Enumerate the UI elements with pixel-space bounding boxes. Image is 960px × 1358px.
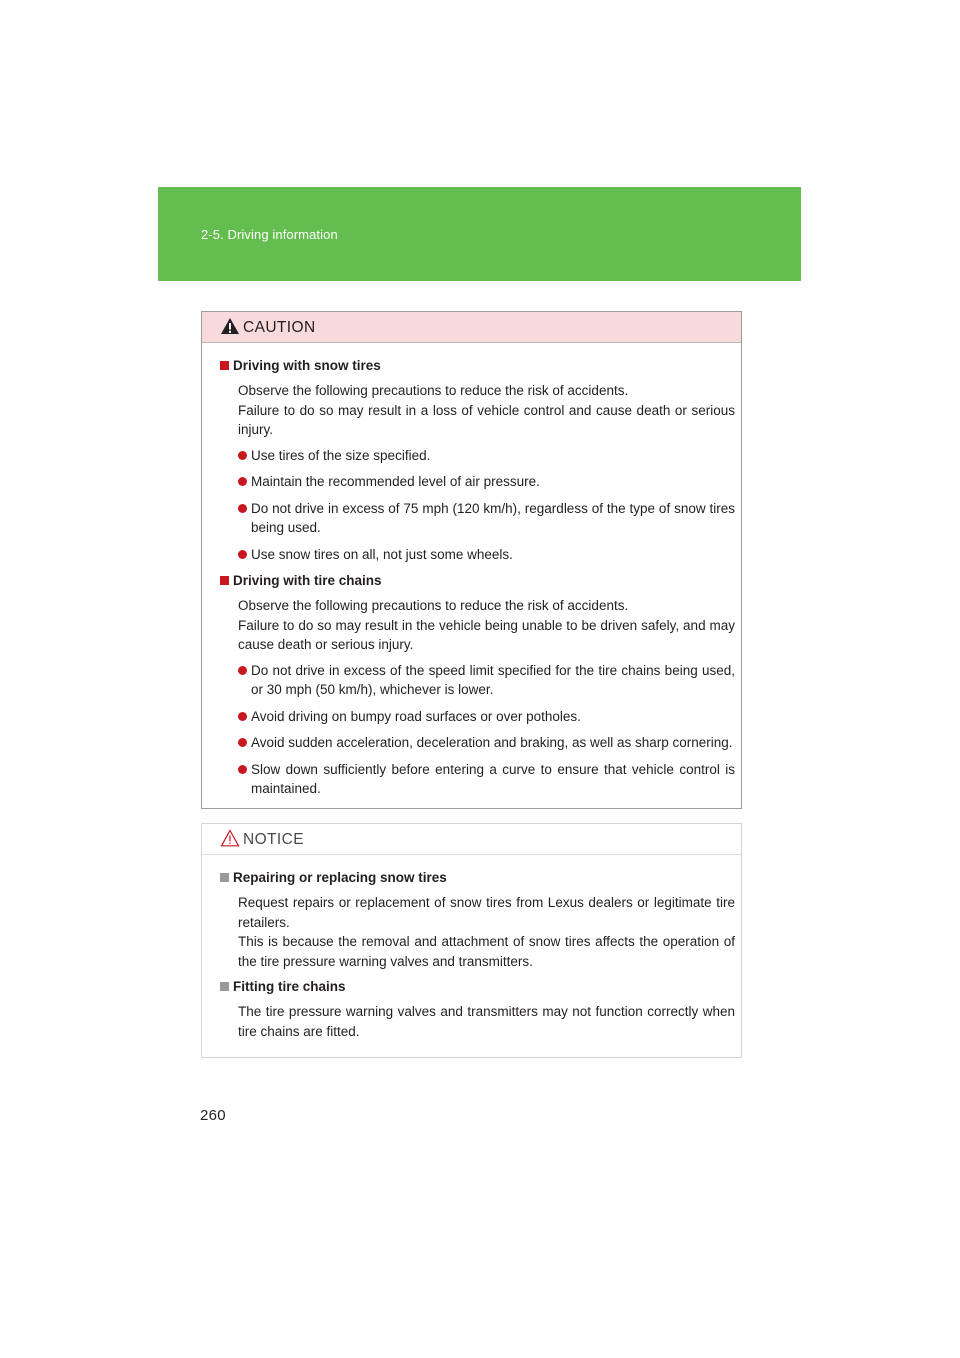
paragraph: The tire pressure warning valves and transmitters may not function correctly when tire chains are fitted.: [238, 1004, 735, 1039]
section-heading: [220, 356, 735, 375]
caution-box: [201, 311, 742, 809]
caution-header: [202, 312, 741, 343]
round-bullet-icon: [238, 550, 247, 559]
round-bullet-icon: [238, 451, 247, 460]
section-heading: [220, 868, 735, 887]
round-bullet-icon: [238, 738, 247, 747]
square-bullet-icon: [220, 982, 229, 991]
notice-header: [202, 824, 741, 855]
list-item: Do not drive in excess of the speed limit specified for the tire chains being used, or 30 mph (50 km/h), whichever is lower.: [220, 661, 735, 700]
list-item: Avoid sudden acceleration, deceleration and braking, as well as sharp cornering.: [220, 733, 735, 753]
round-bullet-icon: [238, 666, 247, 675]
heading-text: Repairing or replacing snow tires: [233, 870, 447, 885]
round-bullet-icon: [238, 477, 247, 486]
list-item: Avoid driving on bumpy road surfaces or over potholes.: [220, 707, 735, 727]
section-header-band: [158, 187, 801, 281]
caution-label: CAUTION: [243, 319, 316, 336]
paragraph: Failure to do so may result in the vehicle being unable to be driven safely, and may cause death or serious injury.: [238, 617, 735, 652]
paragraph: Observe the following precautions to reduce the risk of accidents.: [238, 598, 629, 613]
paragraph: Request repairs or replacement of snow tires from Lexus dealers or legitimate tire retailers.: [238, 895, 735, 930]
notice-body: [202, 855, 741, 1041]
list-item: Slow down sufficiently before entering a curve to ensure that vehicle control is maintained.: [220, 760, 735, 799]
section-title: 2-5. Driving information: [201, 227, 338, 242]
square-bullet-icon: [220, 576, 229, 585]
square-bullet-icon: [220, 873, 229, 882]
warning-triangle-outline-icon: [220, 829, 240, 847]
list-item: Use tires of the size specified.: [220, 446, 735, 466]
paragraph: This is because the removal and attachment of snow tires affects the operation of the tire pressure warning valves and transmitters.: [238, 934, 735, 969]
list-item: Do not drive in excess of 75 mph (120 km/h), regardless of the type of snow tires being used.: [220, 499, 735, 538]
round-bullet-icon: [238, 765, 247, 774]
heading-text: Fitting tire chains: [233, 979, 346, 994]
heading-text: Driving with snow tires: [233, 358, 381, 373]
round-bullet-icon: [238, 504, 247, 513]
square-bullet-icon: [220, 361, 229, 370]
paragraph: Observe the following precautions to reduce the risk of accidents.: [238, 383, 629, 398]
page-number: 260: [200, 1107, 226, 1124]
notice-label: NOTICE: [243, 831, 304, 848]
caution-body: [202, 343, 741, 799]
list-item: Use snow tires on all, not just some wheels.: [220, 545, 735, 565]
list-item: Maintain the recommended level of air pressure.: [220, 472, 735, 492]
section-heading: [220, 571, 735, 590]
paragraph: Failure to do so may result in a loss of vehicle control and cause death or serious injury.: [238, 402, 735, 437]
heading-text: Driving with tire chains: [233, 573, 382, 588]
section-heading: [220, 977, 735, 996]
round-bullet-icon: [238, 712, 247, 721]
warning-triangle-icon: [220, 317, 240, 335]
notice-box: [201, 823, 742, 1058]
